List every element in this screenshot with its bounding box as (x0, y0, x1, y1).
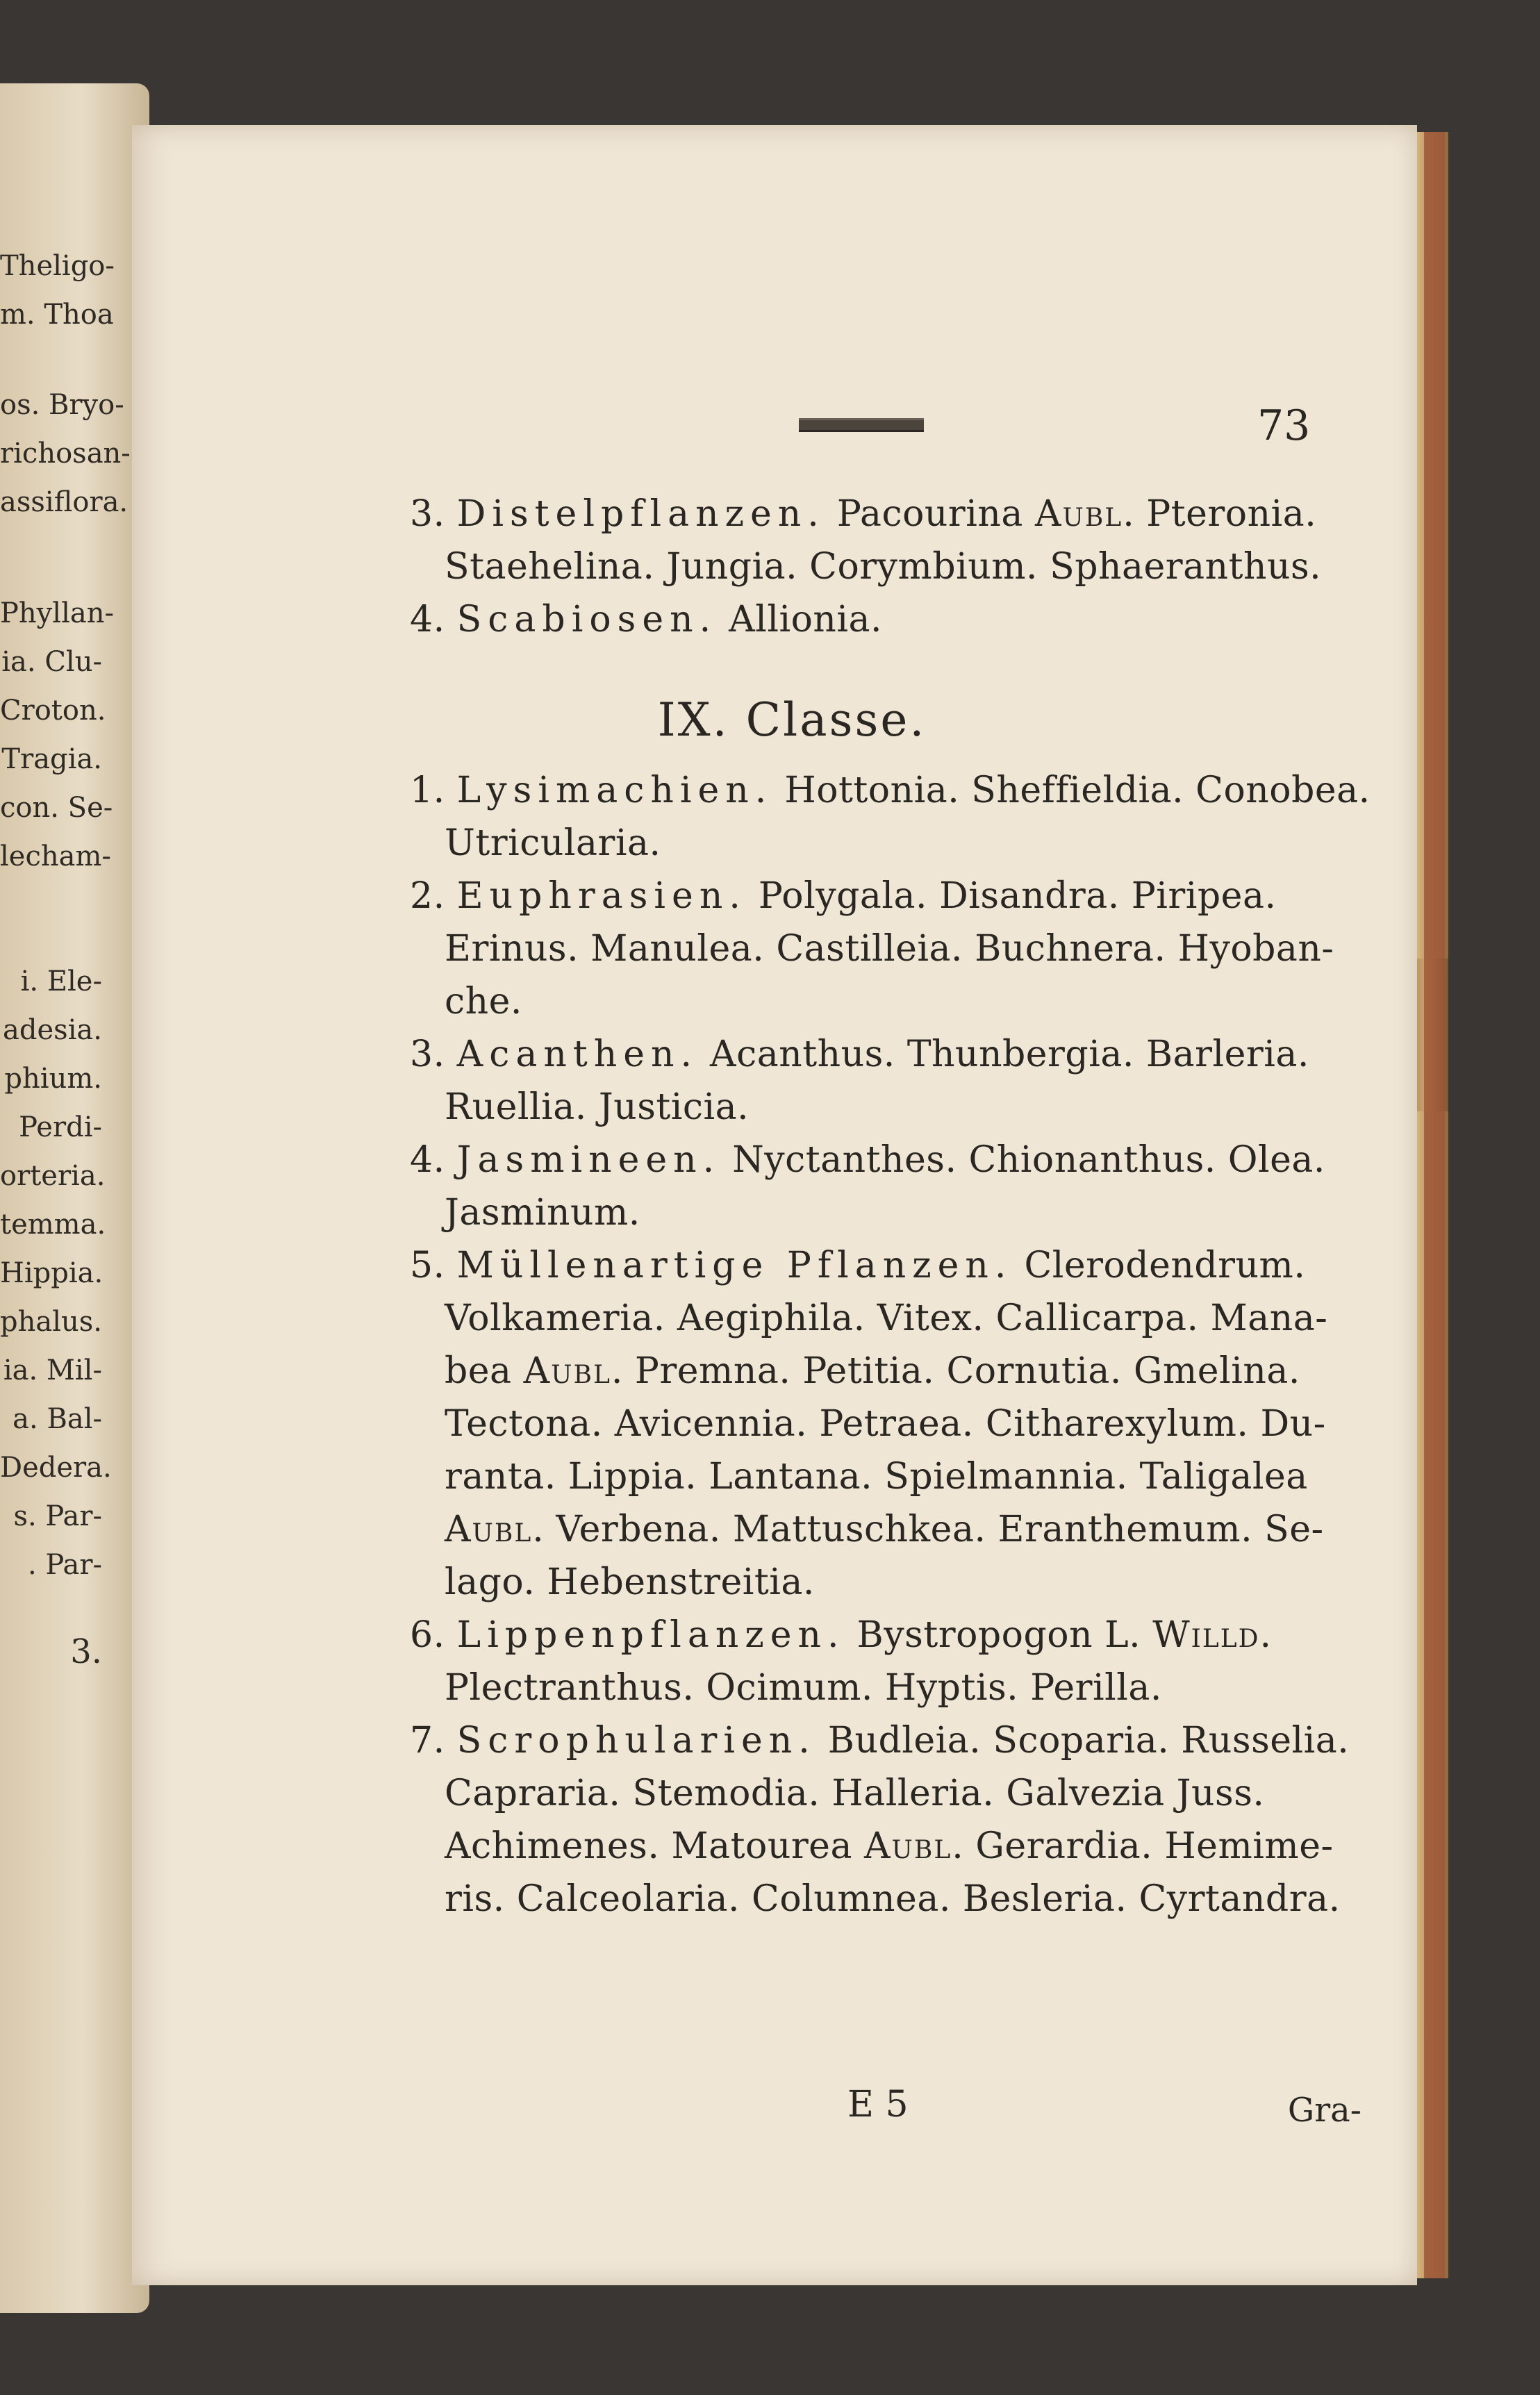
text-line (410, 822, 1320, 864)
catchword: Gra- (1287, 2091, 1361, 2130)
entry-number: 3. (410, 1034, 445, 1075)
author-abbrev: Aubl (445, 1509, 533, 1550)
genera-list: Nyctanthes. Chionanthus. Olea. (720, 1139, 1325, 1181)
text-line (410, 1245, 1320, 1286)
header-ornament-rule (799, 418, 924, 432)
family-name: Lysimachien. (456, 770, 773, 811)
text-line (410, 1561, 1320, 1603)
family-name: Jasmineen. (456, 1139, 721, 1181)
left-page-fragment: adesia. (2, 1014, 102, 1046)
binding-edge (1424, 132, 1445, 2278)
class-heading: IX. Classe. (657, 693, 927, 747)
text-line (410, 1034, 1320, 1075)
text-line (410, 1878, 1341, 1920)
genera-list: bea (445, 1350, 524, 1392)
genera-list: . Pteronia. (1123, 493, 1317, 535)
left-page-fragment: m. Thoa (0, 299, 114, 331)
left-page-fragment: i. Ele- (20, 966, 102, 997)
left-page-fragment: con. Se- (0, 792, 113, 824)
genera-list: lago. Hebenstreitia. (445, 1561, 815, 1603)
left-page-fragment: ia. Clu- (1, 646, 102, 678)
entry-number: 3. (410, 493, 445, 535)
family-name: Euphrasien. (456, 875, 747, 917)
left-page-fragment: Hippia. (0, 1257, 104, 1289)
genera-list: . Gerardia. Hemime- (952, 1825, 1334, 1867)
text-line (410, 599, 1320, 640)
entry-number: 1. (410, 770, 445, 811)
genera-list: Capraria. Stemodia. Halleria. Galvezia Juss. (445, 1773, 1265, 1814)
left-page-fragment: lecham- (0, 840, 111, 872)
left-page-fragment: ia. Mil- (3, 1354, 102, 1386)
text-line (410, 1614, 1320, 1656)
left-page-fragment: a. Bal- (13, 1403, 102, 1435)
genera-list: Ruellia. Justicia. (445, 1086, 750, 1128)
genera-list: Allionia. (717, 599, 883, 640)
entry-number: 4. (410, 1139, 445, 1181)
text-line (410, 1667, 1320, 1709)
entry-number: 2. (410, 875, 445, 917)
left-page-fragment: os. Bryo- (0, 389, 124, 421)
left-page-fragment: . Par- (27, 1549, 102, 1581)
family-name: Scrophularien. (456, 1720, 816, 1762)
left-page-fragment: Perdi- (19, 1111, 102, 1143)
left-page-edge (0, 83, 149, 2313)
left-page-fragment: temma. (0, 1209, 106, 1241)
left-page-fragment: 3. (70, 1632, 102, 1671)
genera-list: Achimenes. Matourea (445, 1825, 864, 1867)
genera-list: Bystropogon L. (845, 1614, 1153, 1656)
left-page-fragment: Theligo- (0, 250, 115, 282)
genera-list: Hottonia. Sheffieldia. Conobea. (772, 770, 1371, 811)
text-line (410, 875, 1320, 917)
genera-list: . Premna. Petitia. Cornutia. Gmelina. (611, 1350, 1300, 1392)
left-page-fragment: phium. (4, 1063, 102, 1095)
book-page (132, 125, 1417, 2285)
genera-list: Budleia. Scoparia. Russelia. (815, 1720, 1350, 1762)
genera-list: . Verbena. Mattuschkea. Eranthemum. Se- (532, 1509, 1324, 1550)
genera-list: Erinus. Manulea. Castilleia. Buchnera. Hyoban- (445, 928, 1334, 970)
left-page-fragment: assiflora. (0, 486, 129, 518)
entry-number: 5. (410, 1245, 445, 1286)
text-line (410, 1720, 1350, 1762)
genera-list: Jasminum. (445, 1192, 640, 1234)
text-line (410, 1509, 1324, 1550)
family-name: Acanthen. (456, 1034, 699, 1075)
text-line (410, 1773, 1320, 1814)
left-page-fragment: richosan- (0, 438, 131, 470)
entry-number: 4. (410, 599, 445, 640)
genera-list: Plectranthus. Ocimum. Hyptis. Perilla. (445, 1667, 1162, 1709)
genera-list: Clerodendrum. (1012, 1245, 1306, 1286)
text-line (410, 546, 1320, 588)
text-line (410, 1456, 1320, 1498)
page-number: 73 (1257, 401, 1311, 450)
genera-list: Tectona. Avicennia. Petraea. Citharexylum. Du- (445, 1403, 1326, 1445)
text-line (410, 1350, 1320, 1392)
family-name: Lippenpflanzen. (456, 1614, 845, 1656)
genera-list: Utricularia. (445, 822, 661, 864)
genera-list: Polygala. Disandra. Piripea. (746, 875, 1277, 917)
left-page-fragment: orteria. (0, 1160, 106, 1192)
text-line (410, 770, 1371, 811)
signature-mark: E 5 (847, 2084, 909, 2125)
left-page-fragment: Dedera. (0, 1452, 112, 1484)
genera-list: Staehelina. Jungia. Corymbium. Sphaeranthus. (445, 546, 1322, 588)
author-abbrev: Aubl (1034, 493, 1123, 535)
family-name: Distelpflanzen. (456, 493, 825, 535)
entry-number: 7. (410, 1720, 445, 1762)
genera-list: ranta. Lippia. Lantana. Spielmannia. Taligalea (445, 1456, 1308, 1498)
family-name: Müllenartige Pflanzen. (456, 1245, 1013, 1286)
author-abbrev: Aubl (523, 1350, 611, 1392)
text-line (410, 1139, 1325, 1181)
genera-list: Acanthus. Thunbergia. Barleria. (698, 1034, 1309, 1075)
genera-list: che. (445, 981, 522, 1022)
left-page-fragment: s. Par- (13, 1500, 102, 1532)
text-line (410, 493, 1320, 535)
text-line (410, 1086, 1320, 1128)
left-page-fragment: phalus. (0, 1306, 103, 1338)
text-line (410, 928, 1334, 970)
genera-list: ris. Calceolaria. Columnea. Besleria. Cyrtandra. (445, 1878, 1341, 1920)
text-line (410, 981, 1320, 1022)
entry-number: 6. (410, 1614, 445, 1656)
author-abbrev: Aubl (864, 1825, 952, 1867)
text-line (410, 1192, 1320, 1234)
left-page-fragment: Croton. (0, 695, 106, 727)
text-line (410, 1825, 1334, 1867)
genera-list: . (1259, 1614, 1272, 1656)
left-page-fragment: Tragia. (1, 743, 102, 775)
text-line (410, 1298, 1328, 1339)
left-page-fragment: Phyllan- (0, 597, 114, 629)
author-abbrev: Willd (1152, 1614, 1260, 1656)
genera-list: Volkameria. Aegiphila. Vitex. Callicarpa. Mana- (445, 1298, 1328, 1339)
family-name: Scabiosen. (456, 599, 718, 640)
text-line (410, 1403, 1326, 1445)
genera-list: Pacourina (825, 493, 1035, 535)
